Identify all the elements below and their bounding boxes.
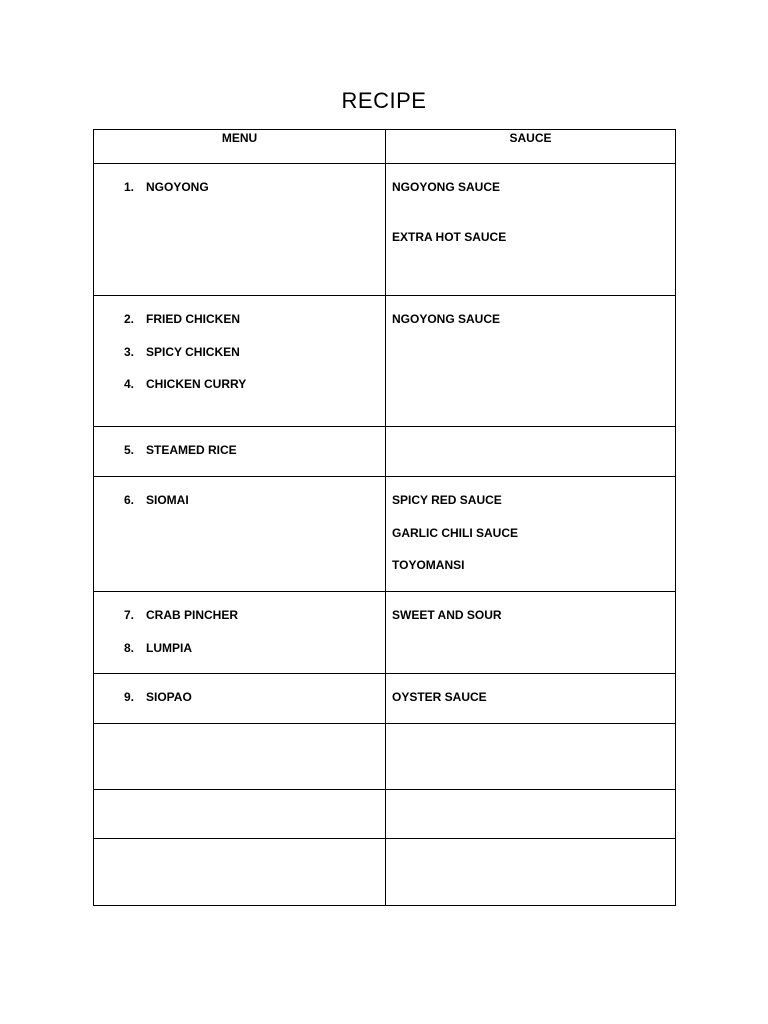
table-row bbox=[94, 592, 676, 674]
menu-item-name: LUMPIA bbox=[146, 640, 192, 655]
sauce-cell bbox=[386, 723, 676, 789]
menu-cell bbox=[94, 838, 386, 905]
menu-cell bbox=[94, 427, 386, 477]
menu-item-name: SIOPAO bbox=[146, 690, 192, 704]
menu-cell bbox=[94, 164, 386, 296]
menu-item bbox=[124, 345, 385, 378]
sauce-cell bbox=[386, 789, 676, 838]
menu-item-name: FRIED CHICKEN bbox=[146, 312, 241, 326]
menu-column-header: MENU bbox=[94, 130, 386, 164]
menu-item-number: 4. bbox=[124, 377, 135, 391]
menu-item-number: 7. bbox=[124, 608, 135, 622]
table-row bbox=[94, 164, 676, 296]
menu-item-name: NGOYONG bbox=[146, 180, 209, 194]
menu-cell bbox=[94, 789, 386, 838]
menu-item-number: 9. bbox=[124, 690, 135, 704]
sauce-item: GARLIC CHILI SAUCE bbox=[392, 525, 518, 540]
menu-cell bbox=[94, 296, 386, 427]
sauce-item: SPICY RED SAUCE bbox=[392, 493, 502, 507]
sauce-column-header: SAUCE bbox=[386, 130, 676, 164]
sauce-cell bbox=[386, 592, 676, 674]
menu-item-name: SIOMAI bbox=[146, 493, 189, 507]
menu-cell bbox=[94, 723, 386, 789]
sauce-cell bbox=[386, 164, 676, 296]
menu-item-number: 6. bbox=[124, 493, 135, 507]
sauce-cell bbox=[386, 838, 676, 905]
menu-item bbox=[124, 312, 385, 345]
menu-item-number: 3. bbox=[124, 344, 135, 359]
sauce-item: SWEET AND SOUR bbox=[392, 608, 502, 622]
table-row bbox=[94, 296, 676, 427]
menu-item-number: 1. bbox=[124, 180, 135, 194]
menu-item bbox=[124, 493, 385, 526]
menu-item-name: SPICY CHICKEN bbox=[146, 344, 240, 359]
table-row bbox=[94, 838, 676, 905]
table-row bbox=[94, 723, 676, 789]
menu-item-number: 5. bbox=[124, 443, 135, 457]
menu-item bbox=[124, 641, 385, 674]
menu-item bbox=[124, 690, 385, 723]
table-row bbox=[94, 789, 676, 838]
sauce-item: NGOYONG SAUCE bbox=[392, 180, 501, 194]
menu-cell bbox=[94, 477, 386, 592]
menu-cell bbox=[94, 674, 386, 724]
menu-item-name: CRAB PINCHER bbox=[146, 608, 239, 622]
menu-item bbox=[124, 377, 385, 410]
sauce-item: EXTRA HOT SAUCE bbox=[392, 229, 507, 244]
table-row bbox=[94, 477, 676, 592]
sauce-item: TOYOMANSI bbox=[392, 558, 465, 572]
table-header-row bbox=[94, 130, 676, 164]
sauce-item: OYSTER SAUCE bbox=[392, 690, 487, 704]
sauce-cell bbox=[386, 674, 676, 724]
menu-item bbox=[124, 180, 385, 213]
menu-item-number: 8. bbox=[124, 640, 135, 655]
table-row bbox=[94, 674, 676, 724]
menu-item-number: 2. bbox=[124, 312, 135, 326]
table-row bbox=[94, 427, 676, 477]
menu-cell bbox=[94, 592, 386, 674]
menu-item-name: CHICKEN CURRY bbox=[146, 377, 247, 391]
menu-item bbox=[124, 443, 385, 476]
recipe-table bbox=[93, 129, 676, 906]
sauce-cell bbox=[386, 296, 676, 427]
sauce-item: NGOYONG SAUCE bbox=[392, 312, 501, 326]
menu-item-name: STEAMED RICE bbox=[146, 443, 237, 457]
page-title: RECIPE bbox=[341, 88, 427, 113]
sauce-cell bbox=[386, 477, 676, 592]
menu-item bbox=[124, 608, 385, 641]
sauce-cell bbox=[386, 427, 676, 477]
